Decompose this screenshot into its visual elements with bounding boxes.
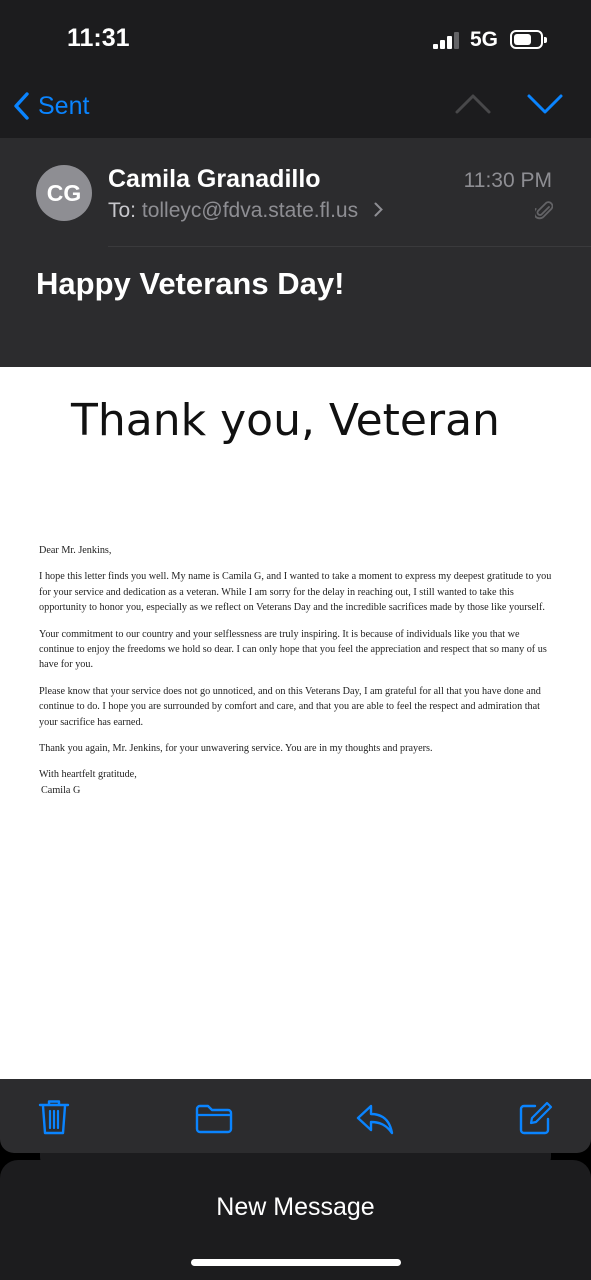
message-subject: Happy Veterans Day! xyxy=(36,266,345,301)
home-indicator[interactable] xyxy=(191,1259,401,1266)
letter-paragraph: I hope this letter finds you well. My name is Camila G, and I wanted to take a moment to express my deepest gratitude to you for your service and dedication as a veteran. While I am sorry for the delay in reaching out, I still wanted to take this opportunity to honor you, especially as we reflect on Veterans Day and the incredible sacrifices made by those like yourself. xyxy=(39,571,552,614)
status-time: 11:31 xyxy=(67,24,130,52)
letter-paragraph: Your commitment to our country and your selflessness are truly inspiring. It is because of individuals like you that we continue to enjoy the freedoms we hold so dear. I can only hope that you feel the appreciation and respect that so many of us have for you. xyxy=(39,628,547,671)
recipient-line[interactable] xyxy=(108,199,383,223)
letter-signature: Camila G xyxy=(41,784,81,796)
cellular-signal-icon xyxy=(433,33,463,49)
new-message-sheet[interactable] xyxy=(0,1160,591,1280)
letter-greeting: Dear Mr. Jenkins, xyxy=(39,545,112,556)
back-label: Sent xyxy=(38,91,90,120)
sent-time: 11:30 PM xyxy=(463,169,552,192)
chevron-right-icon xyxy=(374,202,383,217)
letter-paragraph: Thank you again, Mr. Jenkins, for your unwavering service. You are in my thoughts and prayers. xyxy=(39,743,433,755)
trash-icon[interactable] xyxy=(37,1098,71,1136)
letter-text xyxy=(39,543,557,798)
previous-message-icon[interactable] xyxy=(454,92,492,116)
new-message-label[interactable]: New Message xyxy=(216,1193,375,1221)
message-toolbar xyxy=(0,1079,591,1153)
letter-title: Thank you, Veteran xyxy=(71,395,500,446)
avatar[interactable]: CG xyxy=(36,165,92,221)
sender-name[interactable]: Camila Granadillo xyxy=(108,165,321,193)
header-divider xyxy=(108,246,591,247)
chevron-left-icon xyxy=(12,91,30,121)
reply-icon[interactable] xyxy=(355,1102,395,1136)
recipient-address[interactable]: tolleyc@fdva.state.fl.us xyxy=(141,199,359,222)
back-button[interactable] xyxy=(12,86,89,126)
folder-icon[interactable] xyxy=(194,1103,234,1135)
email-body xyxy=(0,367,591,1079)
paperclip-icon xyxy=(535,199,553,221)
message-header xyxy=(0,138,591,367)
letter-closing: With heartfelt gratitude, xyxy=(39,769,137,781)
compose-icon[interactable] xyxy=(518,1100,554,1136)
letter-paragraph: Please know that your service does not go unnoticed, and on this Veterans Day, I am grateful for all that you have done and continue to do. I hope you are surrounded by comfort and care, and that you are able to feel the respect and admiration that your sacrifice has earned. xyxy=(39,685,541,728)
battery-icon xyxy=(510,30,543,49)
next-message-icon[interactable] xyxy=(526,92,564,116)
to-label: To: xyxy=(108,199,137,222)
nav-bar xyxy=(0,78,591,138)
status-bar xyxy=(0,0,591,78)
network-type: 5G xyxy=(470,28,499,51)
